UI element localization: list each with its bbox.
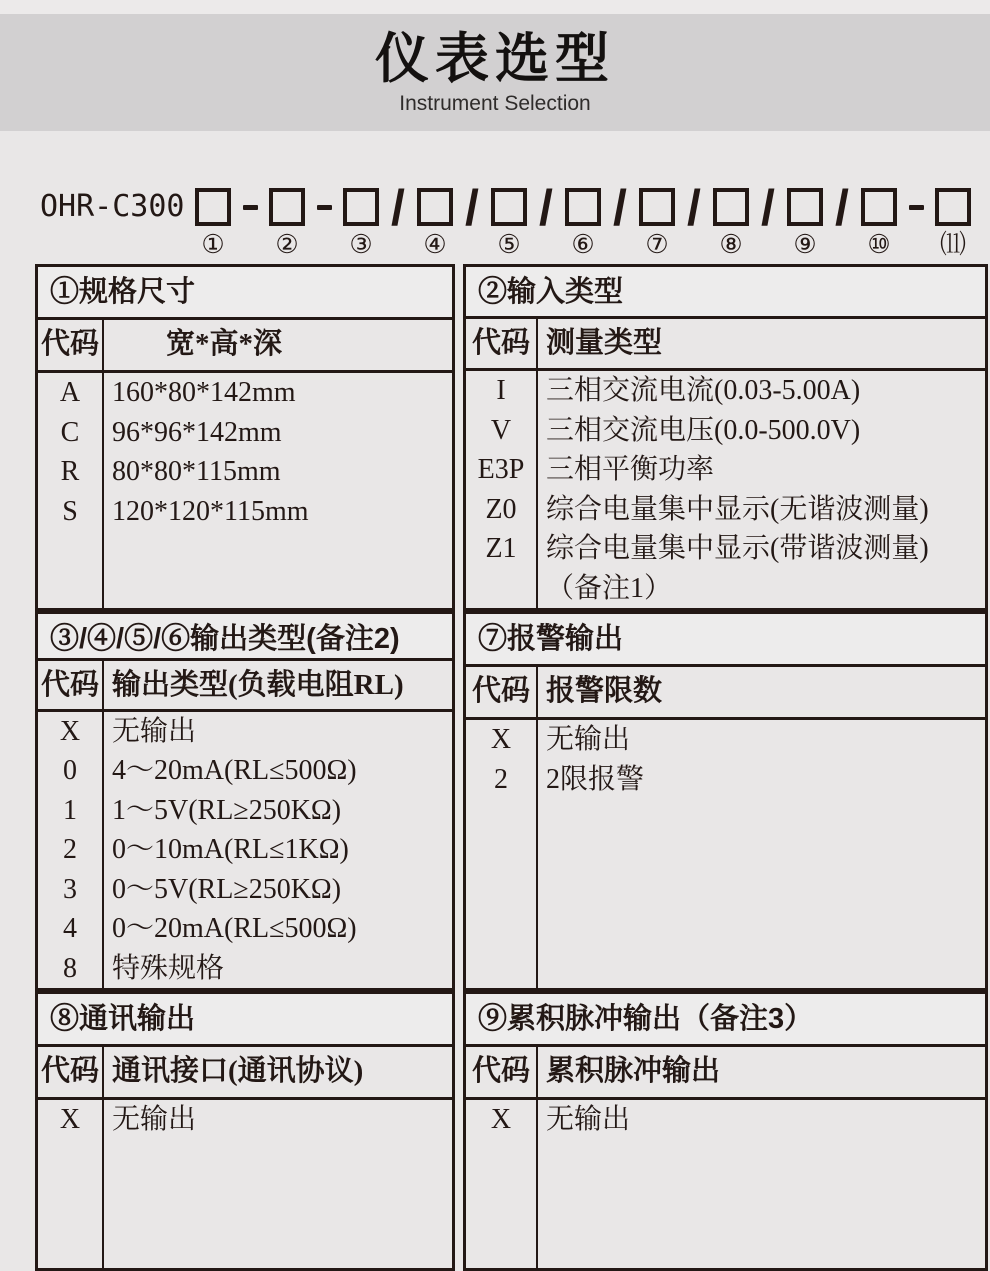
desc-cell: 80*80*115mm xyxy=(112,456,281,487)
desc-cell: 无输出 xyxy=(546,724,631,755)
desc-cell: 120*120*115mm xyxy=(112,495,309,527)
column-header-desc: 测量类型 xyxy=(546,327,663,359)
desc-cell: 无输出 xyxy=(546,1104,631,1135)
code-cell: Z1 xyxy=(485,533,517,564)
model-prefix: OHR-C300 xyxy=(40,189,185,224)
desc-cell: 综合电量集中显示(带谐波测量) xyxy=(546,533,929,564)
code-slot-box xyxy=(491,188,527,226)
desc-cell: 0～5V(RL≥250KΩ) xyxy=(112,873,342,905)
section-rows xyxy=(466,371,985,608)
code-cell: S xyxy=(62,495,78,527)
section-title: ③/④/⑤/⑥输出类型(备注2) xyxy=(38,614,452,661)
model-code-slots xyxy=(195,180,972,260)
code-column xyxy=(466,371,538,608)
code-cell: E3P xyxy=(477,454,525,485)
section-rows xyxy=(466,720,985,988)
section-pulse-output xyxy=(463,991,988,1271)
code-cell: X xyxy=(490,724,512,755)
column-header-code: 代码 xyxy=(466,319,538,368)
slot-number: ② xyxy=(275,230,299,259)
code-slot-box xyxy=(269,188,305,226)
slash-separator: / xyxy=(761,180,775,236)
desc-column xyxy=(104,1100,452,1268)
column-header-desc: 报警限数 xyxy=(546,675,663,707)
model-slot-6 xyxy=(565,188,602,260)
slash-separator: / xyxy=(613,180,627,236)
desc-column xyxy=(104,712,452,989)
code-column xyxy=(466,1100,538,1268)
column-header-code: 代码 xyxy=(466,667,538,717)
desc-cell: 特殊规格 xyxy=(112,952,225,984)
code-slot-box xyxy=(417,188,453,226)
model-slot-2 xyxy=(269,188,306,260)
section-input-type xyxy=(463,264,988,611)
desc-cell: 综合电量集中显示(无谐波测量) xyxy=(546,493,929,525)
desc-cell: 0～10mA(RL≤1KΩ) xyxy=(112,834,349,865)
dash-separator xyxy=(306,188,343,210)
code-slot-box xyxy=(713,188,749,226)
section-title: ⑧通讯输出 xyxy=(38,994,452,1047)
page-header xyxy=(0,14,990,131)
column-header-desc: 累积脉冲输出 xyxy=(546,1055,721,1087)
section-alarm-output xyxy=(463,611,988,991)
code-slot-box xyxy=(787,188,823,226)
desc-column xyxy=(538,720,985,988)
slash-separator: / xyxy=(687,180,701,236)
slash-separator: / xyxy=(835,180,849,236)
desc-cell: 0～20mA(RL≤500Ω) xyxy=(112,913,357,944)
desc-cell: 96*96*142mm xyxy=(112,416,282,448)
slot-number: ⑩ xyxy=(867,230,891,259)
section-rows xyxy=(38,1100,452,1268)
desc-cell: 160*80*142mm xyxy=(112,377,296,408)
code-slot-box xyxy=(565,188,601,226)
section-comm-output xyxy=(35,991,455,1271)
desc-cell: 4～20mA(RL≤500Ω) xyxy=(112,755,357,786)
column-header-code: 代码 xyxy=(38,661,104,709)
section-title: ⑦报警输出 xyxy=(466,614,985,667)
slot-number: ⑦ xyxy=(645,230,669,259)
code-cell: C xyxy=(60,416,80,448)
code-cell: R xyxy=(60,456,80,487)
model-slot-10 xyxy=(861,188,898,260)
column-header-desc: 输出类型(负载电阻RL) xyxy=(112,668,404,701)
column-headers xyxy=(466,667,985,720)
desc-cell: （备注1） xyxy=(546,572,673,604)
slot-number: ③ xyxy=(349,230,373,259)
column-header-desc: 通讯接口(通讯协议) xyxy=(112,1055,364,1087)
column-headers xyxy=(38,1047,452,1100)
model-slot-5 xyxy=(491,188,528,260)
dash-separator xyxy=(898,188,935,210)
slot-number: ⑾ xyxy=(939,230,966,259)
model-slot-8 xyxy=(713,188,750,260)
code-cell: V xyxy=(490,414,512,446)
model-slot-11 xyxy=(935,188,972,260)
column-header-code: 代码 xyxy=(38,320,104,370)
code-slot-box xyxy=(343,188,379,226)
page-title: 仪表选型 xyxy=(375,28,615,89)
desc-cell: 无输出 xyxy=(112,715,197,747)
column-headers xyxy=(466,1047,985,1100)
slot-number: ① xyxy=(201,230,225,259)
code-cell: 3 xyxy=(63,873,77,905)
column-headers xyxy=(38,320,452,373)
slash-separator: / xyxy=(539,180,553,236)
slot-number: ⑤ xyxy=(497,230,521,259)
code-cell xyxy=(466,569,536,609)
page-subtitle: Instrument Selection xyxy=(399,91,591,115)
top-strip xyxy=(0,0,990,14)
section-rows xyxy=(38,712,452,989)
code-cell: I xyxy=(496,375,506,406)
desc-cell: 1～5V(RL≥250KΩ) xyxy=(112,794,342,826)
slot-number: ⑥ xyxy=(571,230,595,259)
code-cell: X xyxy=(59,715,81,747)
selection-table xyxy=(35,264,988,1271)
code-cell: X xyxy=(490,1104,512,1135)
slash-separator: / xyxy=(391,180,405,236)
section-output-type xyxy=(35,611,455,991)
desc-cell: 无输出 xyxy=(112,1104,197,1135)
code-slot-box xyxy=(935,188,971,226)
section-title: ①规格尺寸 xyxy=(38,267,452,320)
code-column xyxy=(38,373,104,608)
desc-cell: 三相平衡功率 xyxy=(546,454,715,485)
desc-cell: 2限报警 xyxy=(546,763,645,795)
code-slot-box xyxy=(639,188,675,226)
desc-column xyxy=(104,373,452,608)
slot-number: ⑨ xyxy=(793,230,817,259)
code-cell: X xyxy=(59,1104,81,1135)
column-header-desc: 宽*高*深 xyxy=(166,328,283,360)
section-title: ⑨累积脉冲输出（备注3） xyxy=(466,994,985,1047)
code-cell: A xyxy=(59,377,81,408)
model-slot-9 xyxy=(787,188,824,260)
code-cell: 1 xyxy=(63,794,77,826)
code-cell: 2 xyxy=(494,763,508,795)
model-slot-3 xyxy=(343,188,380,260)
code-cell: 2 xyxy=(63,834,77,865)
model-slot-1 xyxy=(195,188,232,260)
column-header-code: 代码 xyxy=(38,1047,104,1097)
code-column xyxy=(38,1100,104,1268)
model-slot-7 xyxy=(639,188,676,260)
section-rows xyxy=(466,1100,985,1268)
section-rows xyxy=(38,373,452,608)
column-header-code: 代码 xyxy=(466,1047,538,1097)
slot-number: ④ xyxy=(423,230,447,259)
code-cell: Z0 xyxy=(485,493,517,525)
code-slot-box xyxy=(861,188,897,226)
section-title: ②输入类型 xyxy=(466,267,985,319)
column-headers xyxy=(466,319,985,371)
desc-column xyxy=(538,1100,985,1268)
desc-column xyxy=(538,371,985,608)
code-cell: 0 xyxy=(63,755,77,786)
desc-cell: 三相交流电流(0.03-5.00A) xyxy=(546,375,861,406)
column-headers xyxy=(38,661,452,712)
code-slot-box xyxy=(195,188,231,226)
dash-separator xyxy=(232,188,269,210)
code-column xyxy=(38,712,104,989)
slot-number: ⑧ xyxy=(719,230,743,259)
desc-cell: 三相交流电压(0.0-500.0V) xyxy=(546,414,861,446)
model-code-row xyxy=(40,180,990,260)
model-slot-4 xyxy=(417,188,454,260)
code-column xyxy=(466,720,538,988)
code-cell: 4 xyxy=(63,913,77,944)
code-cell: 8 xyxy=(63,952,77,984)
slash-separator: / xyxy=(465,180,479,236)
section-spec-size xyxy=(35,264,455,611)
